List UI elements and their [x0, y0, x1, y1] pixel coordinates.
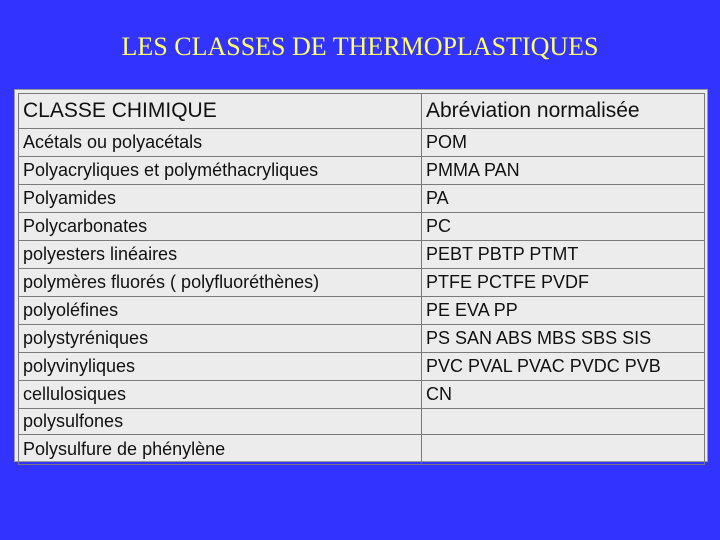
thermoplastics-table — [18, 93, 705, 465]
class-cell: polystyréniques — [19, 325, 422, 353]
class-cell: polysulfones — [19, 409, 422, 435]
table-frame — [14, 89, 708, 462]
class-cell: Acétals ou polyacétals — [19, 129, 422, 157]
table-row — [19, 435, 705, 465]
table-row — [19, 353, 705, 381]
abbreviation-cell: PMMA PAN — [422, 157, 705, 185]
table-row — [19, 297, 705, 325]
table-row — [19, 269, 705, 297]
class-cell: Polycarbonates — [19, 213, 422, 241]
abbreviation-cell: PEBT PBTP PTMT — [422, 241, 705, 269]
abbreviation-cell: POM — [422, 129, 705, 157]
class-cell: polymères fluorés ( polyfluoréthènes) — [19, 269, 422, 297]
table-row — [19, 157, 705, 185]
header-chemical-class: CLASSE CHIMIQUE — [19, 94, 422, 129]
class-cell: cellulosiques — [19, 381, 422, 409]
class-cell: polyvinyliques — [19, 353, 422, 381]
class-cell: polyoléfines — [19, 297, 422, 325]
table-row — [19, 213, 705, 241]
abbreviation-cell: CN — [422, 381, 705, 409]
header-standard-abbreviation: Abréviation normalisée — [422, 94, 705, 129]
abbreviation-cell: PVC PVAL PVAC PVDC PVB — [422, 353, 705, 381]
abbreviation-cell: PC — [422, 213, 705, 241]
abbreviation-cell: PA — [422, 185, 705, 213]
abbreviation-cell — [422, 409, 705, 435]
table-row — [19, 185, 705, 213]
table-row — [19, 129, 705, 157]
table-row — [19, 325, 705, 353]
table-row — [19, 241, 705, 269]
class-cell: polyesters linéaires — [19, 241, 422, 269]
table-row — [19, 381, 705, 409]
abbreviation-cell — [422, 435, 705, 465]
class-cell: Polyamides — [19, 185, 422, 213]
table-row — [19, 409, 705, 435]
class-cell: Polysulfure de phénylène — [19, 435, 422, 465]
table-header-row — [19, 94, 705, 129]
abbreviation-cell: PTFE PCTFE PVDF — [422, 269, 705, 297]
slide-title: LES CLASSES DE THERMOPLASTIQUES — [121, 32, 599, 61]
abbreviation-cell: PE EVA PP — [422, 297, 705, 325]
abbreviation-cell: PS SAN ABS MBS SBS SIS — [422, 325, 705, 353]
class-cell: Polyacryliques et polyméthacryliques — [19, 157, 422, 185]
